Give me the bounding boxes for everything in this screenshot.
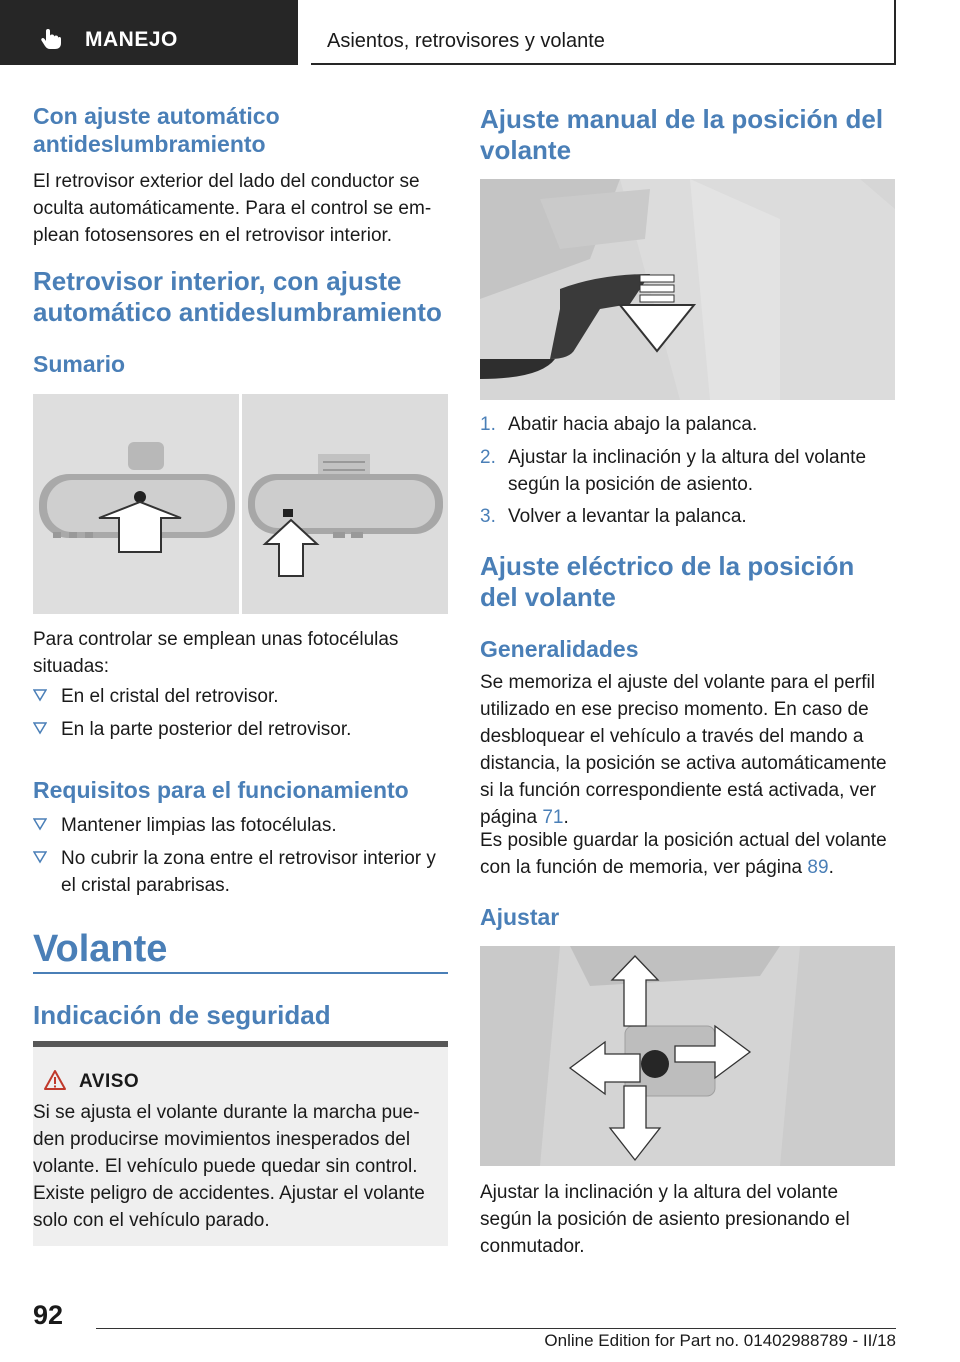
heading-interior-mirror: Retrovisor interior, con ajuste automático antideslumbramiento <box>33 266 442 328</box>
heading-ajustar: Ajustar <box>480 904 560 930</box>
mirror-photosensor-image <box>33 394 448 614</box>
paragraph-auto-dimming: El retrovisor exterior del lado del conductor se oculta automáticamente. Para el control se emplean fotosensores en el retrovisor interior. <box>33 171 432 246</box>
switch-illustration <box>480 946 895 1166</box>
warning-triangle-icon <box>43 1069 67 1091</box>
section-title: Asientos, retrovisores y volante <box>327 30 605 52</box>
page-link-71[interactable]: 71 <box>542 807 564 828</box>
heading-sumario: Sumario <box>33 351 126 377</box>
page-link-89[interactable]: 89 <box>807 857 829 878</box>
warning-box <box>33 1041 448 1246</box>
paragraph-text: . <box>828 857 834 878</box>
bullet-text: No cubrir la zona entre el retrovisor interior y el cristal parabrisas. <box>61 848 436 896</box>
chapter-tab[interactable] <box>0 0 298 65</box>
triangle-bullet-icon <box>33 721 47 735</box>
step-number: 2. <box>480 447 496 468</box>
step-text: Ajustar la inclinación y la altura del volante según la posición de asiento. <box>508 447 867 495</box>
chapter-heading-volante: Volante <box>33 928 168 970</box>
paragraph-text: Se memoriza el ajuste del volante para el perfil utilizado en ese preciso momento. En caso de desbloquear el vehículo a través del mando a distancia, la posición se activa automáticamente si la función correspondiente está activada, ver página <box>480 672 887 828</box>
section-header <box>311 0 896 65</box>
chapter-label: MANEJO <box>85 28 178 51</box>
steering-lever-image <box>480 179 895 400</box>
paragraph-photocells: Para controlar se emplean unas fotocélulas situadas: <box>33 629 399 677</box>
steering-switch-image <box>480 946 895 1166</box>
hand-pointer-icon <box>40 28 62 50</box>
lever-illustration <box>480 179 895 400</box>
footer-rule <box>96 1328 896 1329</box>
page-number: 92 <box>33 1300 64 1330</box>
warning-title: AVISO <box>79 1071 140 1092</box>
heading-auto-dimming-exterior: Con ajuste automático antideslumbramiento <box>33 103 280 157</box>
step-text: Volver a levantar la palanca. <box>508 506 747 527</box>
triangle-bullet-icon <box>33 817 47 831</box>
heading-electric-adjust: Ajuste eléctrico de la posición del volante <box>480 551 855 613</box>
heading-seguridad: Indicación de seguridad <box>33 1000 331 1030</box>
heading-generalidades: Generalidades <box>480 636 639 662</box>
mirror-illustration <box>33 394 448 614</box>
paragraph-text: . <box>563 807 569 828</box>
step-number: 3. <box>480 506 496 527</box>
triangle-bullet-icon <box>33 850 47 864</box>
footer-edition: Online Edition for Part no. 01402988789 - II/18 <box>544 1331 896 1350</box>
paragraph-generalidades-2 <box>480 827 895 881</box>
heading-manual-adjust: Ajuste manual de la posición del volante <box>480 104 884 166</box>
heading-requisitos: Requisitos para el funcionamiento <box>33 777 409 803</box>
bullet-text: En la parte posterior del retrovisor. <box>61 719 352 740</box>
bullet-text: Mantener limpias las fotocélulas. <box>61 815 337 836</box>
triangle-bullet-icon <box>33 688 47 702</box>
paragraph-ajustar: Ajustar la inclinación y la altura del volante según la posición de asiento presionando el conmutador. <box>480 1182 850 1257</box>
step-text: Abatir hacia abajo la palanca. <box>508 414 758 435</box>
bullet-text: En el cristal del retrovisor. <box>61 686 279 707</box>
step-number: 1. <box>480 414 496 435</box>
paragraph-text: Es posible guardar la posición actual del volante con la función de memoria, ver página <box>480 830 887 878</box>
paragraph-generalidades-1 <box>480 669 895 831</box>
warning-text: Si se ajusta el volante durante la marcha pueden producirse movimientos inesperados del volante. El vehículo puede quedar sin control. Existe peligro de accidentes. Ajustar el volante solo con el vehículo parado. <box>33 1102 425 1231</box>
heading-rule <box>33 972 448 974</box>
